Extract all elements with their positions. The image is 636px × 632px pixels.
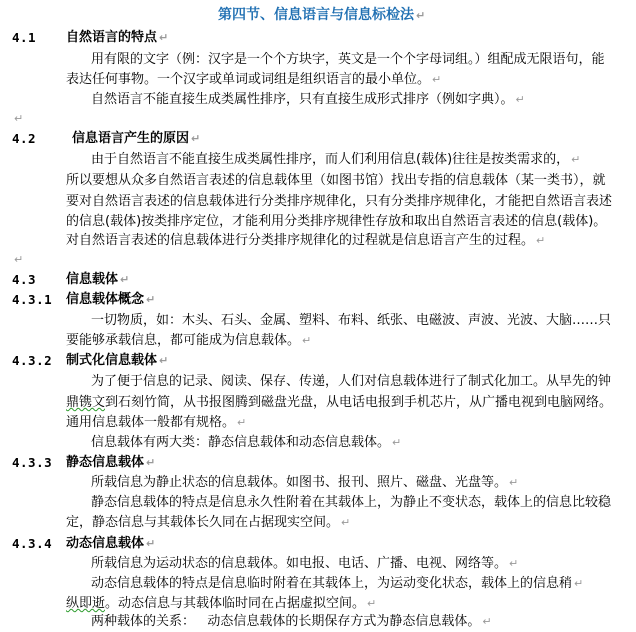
heading-static-carrier: 静态信息载体 ↵: [66, 455, 156, 470]
paragraph-line: 对自然语言表述的信息载体进行分类排序规律化的过程就是信息语言产生的过程。 ↵: [66, 233, 546, 248]
paragraph-line: 一切物质，如：木头、石头、金属、塑料、布料、纸张、电磁波、声波、光波、大脑……只: [91, 313, 612, 328]
section-number-4-3-4: 4.3.4: [12, 536, 53, 551]
paragraph-line: 纵即逝。动态信息与其载体临时同在占据虚拟空间。 ↵: [66, 596, 377, 611]
section-number-4-3-3: 4.3.3: [12, 455, 53, 470]
paragraph-line: 通用信息载体一般都有规格。 ↵: [66, 415, 247, 430]
paragraph-line: 所载信息为运动状态的信息载体。如电报、电话、广播、电视、网络等。 ↵: [91, 556, 519, 571]
paragraph-line: 两种载体的关系： 动态信息载体的长期保存方式为静态信息载体。 ↵: [91, 614, 492, 629]
section-number-4-1: 4.1: [12, 30, 37, 45]
empty-paragraph-mark: ↵: [14, 112, 24, 125]
paragraph-line: 所载信息为静止状态的信息载体。如图书、报刊、照片、磁盘、光盘等。 ↵: [91, 475, 519, 490]
section-title: 第四节、信息语言与信息标检法 ↵: [218, 7, 426, 23]
paragraph-line: 静态信息载体的特点是信息永久性附着在其载体上，为静止不变状态，载体上的信息比较稳: [91, 495, 612, 510]
paragraph-line: 用有限的文字（例：汉字是一个个方块字，英文是一个个字母词组。）组配成无限语句，能: [91, 52, 605, 67]
section-number-4-3: 4.3: [12, 272, 37, 287]
paragraph-line: 动态信息载体的特点是信息临时附着在其载体上，为运动变化状态，载体上的信息稍 ↵: [91, 576, 584, 591]
section-number-4-3-1: 4.3.1: [12, 292, 53, 307]
paragraph-line: 鼎镌文到石刻竹简，从书报图腾到磁盘光盘，从电话电报到手机芯片，从广播电视到电脑网络。: [66, 395, 613, 410]
paragraph-line: 信息载体有两大类：静态信息载体和动态信息载体。 ↵: [91, 435, 402, 450]
section-number-4-2: 4.2: [12, 131, 37, 146]
paragraph-line: 定，静态信息与其载体长久同在占据现实空间。 ↵: [66, 515, 351, 530]
heading-info-language-origin: 信息语言产生的原因 ↵: [72, 131, 201, 146]
paragraph-line: 要能够承载信息，都可能成为信息载体。 ↵: [66, 333, 312, 348]
paragraph-line: 表达任何事物。一个汉字或单词或词组是组织语言的最小单位。 ↵: [66, 72, 442, 87]
paragraph-line: 自然语言不能直接生成类属性排序，只有直接生成形式排序（例如字典）。 ↵: [91, 92, 525, 107]
heading-standardized-carrier: 制式化信息载体 ↵: [66, 353, 169, 368]
heading-natural-language-features: 自然语言的特点 ↵: [66, 30, 169, 45]
heading-dynamic-carrier: 动态信息载体 ↵: [66, 536, 156, 551]
paragraph-line: 要对自然语言表述的信息载体进行分类排序规律化，只有分类排序规律化，才能把自然语言表述: [66, 194, 613, 209]
paragraph-line: 为了便于信息的记录、阅读、保存、传递，人们对信息载体进行了制式化加工。从早先的钟: [91, 374, 612, 389]
paragraph-line: 的信息(载体)按类排序定位，才能利用分类排序规律性存放和取出自然语言表述的信息(载体)。: [66, 214, 607, 229]
heading-info-carrier: 信息载体 ↵: [66, 272, 130, 287]
paragraph-line: 由于自然语言不能直接生成类属性排序，而人们利用信息(载体)往往是按类需求的， ↵: [91, 152, 581, 167]
heading-carrier-concept: 信息载体概念 ↵: [66, 292, 156, 307]
empty-paragraph-mark: ↵: [14, 253, 24, 266]
paragraph-line: 所以要想从众多自然语言表述的信息载体里（如图书馆）找出专指的信息载体（某一类书），就: [66, 173, 606, 188]
section-number-4-3-2: 4.3.2: [12, 353, 53, 368]
